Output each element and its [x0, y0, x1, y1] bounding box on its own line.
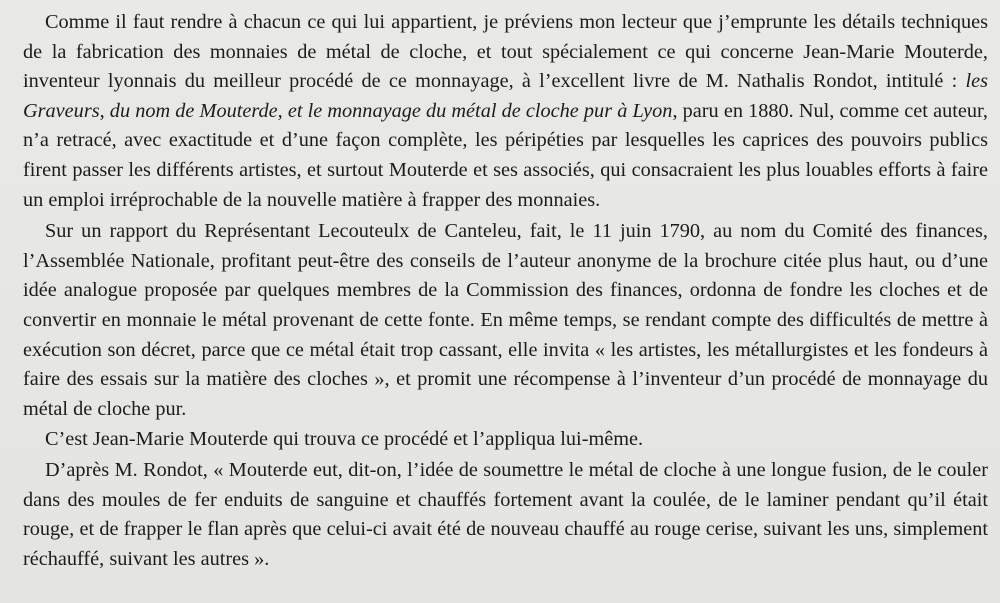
paragraph-3: C’est Jean-Marie Mouterde qui trouva ce procédé et l’appliqua lui-même.: [45, 428, 644, 451]
paragraph-1: [23, 8, 988, 215]
paragraph-2: Sur un rapport du Représentant Lecouteulx de Canteleu, fait, le 11 juin 1790, au nom du Comité des finances, l’Assemblée Nationale, profitant peut-être des conseils de l’auteur anonyme de la brochure citée plus haut, ou d’une idée analogue proposée par quelques membres de la Commission des finances, ordonna de fondre les cloches et de convertir en monnaie le métal provenant de cette fonte. En même temps, se rendant compte des difficultés de mettre à exécution son décret, parce que ce métal était trop cassant, elle invita « les artistes, les métallurgistes et les fondeurs à faire des essais sur la matière des cloches », et promit une récompense à l’inventeur d’un procédé de monnayage du métal de cloche pur.: [23, 220, 988, 420]
book-title: les Graveurs, du nom de Mouterde, et le monnayage du métal de cloche pur à Lyon: [23, 70, 988, 122]
paragraph-4: D’après M. Rondot, « Mouterde eut, dit-on, l’idée de soumettre le métal de cloche à une longue fusion, de le couler dans des moules de fer enduits de sanguine et chauffés fortement avant la coulée, de le laminer pendant qu’il était rouge, et de frapper le flan après que celui-ci avait été de nouveau chauffé au rouge cerise, suivant les uns, simplement réchauffé, suivant les autres ».: [23, 458, 988, 570]
paragraph-1-text-end: , paru en 1880. Nul, comme cet auteur, n’a retracé, avec exactitude et d’une façon complète, les péripéties par lesquelles les caprices des pouvoirs publics firent passer les différents artistes, et surtout Mouterde et ses associés, qui consacraient les plus louables efforts à faire un emploi irréprochable de la nouvelle matière à frapper des monnaies.: [23, 99, 988, 211]
paragraph-1-text-start: Comme il faut rendre à chacun ce qui lui appartient, je préviens mon lecteur que j’emprunte les détails techniques de la fabrication des monnaies de métal de cloche, et tout spécialement ce qui concerne Jean-Marie Mouterde, inventeur lyonnais du meilleur procédé de ce monnayage, à l’excellent livre de M. Nathalis Rondot, intitulé :: [23, 11, 988, 93]
